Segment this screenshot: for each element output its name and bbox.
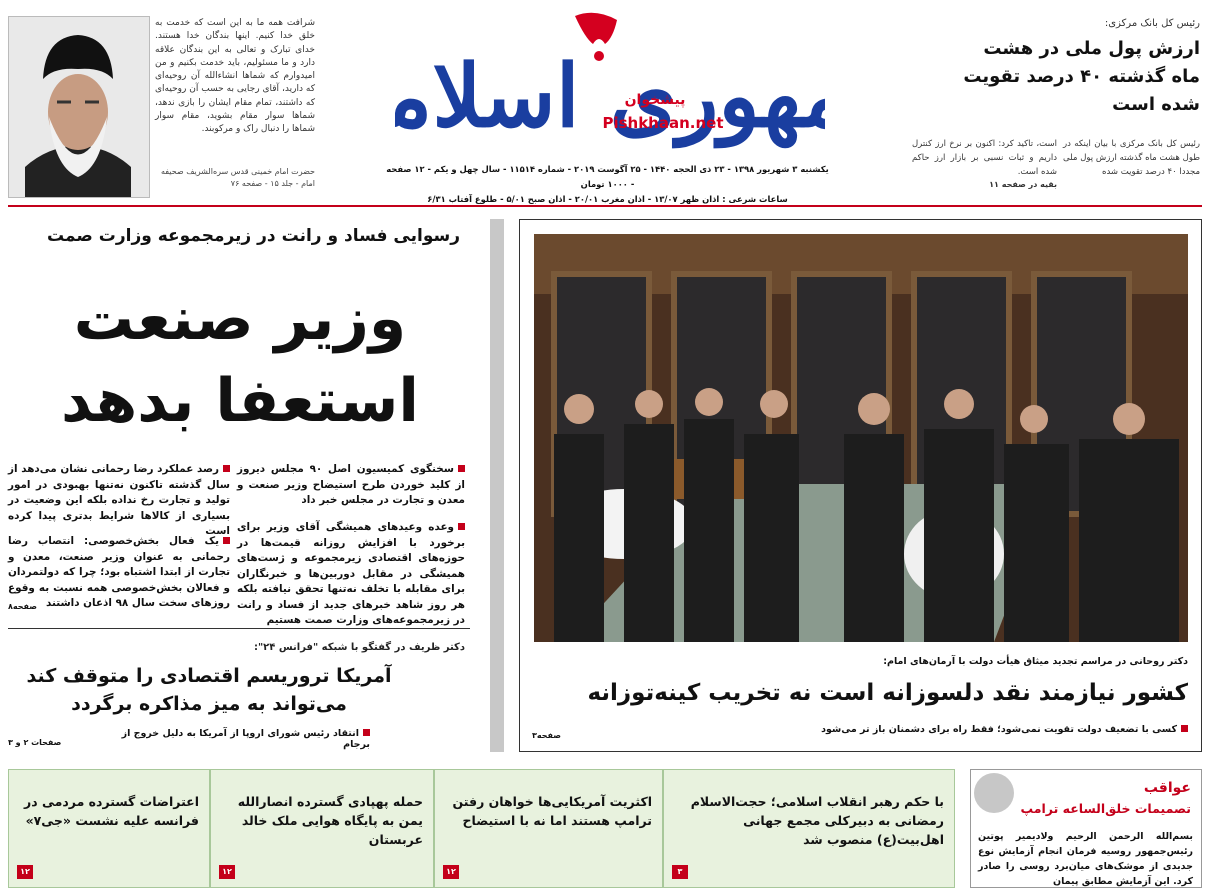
bottom-story[interactable] xyxy=(663,769,955,888)
photo-story-bullet: کسی با تضعیف دولت تقویت نمی‌شود؛ فقط راه برای دشمنان باز تر می‌شود xyxy=(560,724,1188,735)
bottom-story-headline: حمله پهپادی گسترده انصارالله یمن به پایگاه هوایی ملک خالد عربستان xyxy=(237,794,423,847)
bullet-square-icon xyxy=(458,465,465,472)
stamp-icon xyxy=(974,773,1014,813)
zarif-bullet: انتقاد رئیس شورای اروپا از آمریکا به دلیل خروج از برجام xyxy=(121,728,370,750)
top-right-headline: ارزش پول ملی در هشت ماه گذشته ۴۰ درصد تقویت شده است xyxy=(963,38,1200,115)
bottom-story-headline: با حکم رهبر انقلاب اسلامی؛ حجت‌الاسلام رمضانی به دبیرکلی مجمع جهانی اهل‌بیت(ع) منصوب شد xyxy=(690,794,944,847)
zarif-kicker: دکتر ظریف در گفتگو با شبکه "فرانس ۲۴": xyxy=(253,642,465,653)
bottom-story-headline: اعتراضات گسترده مردمی در فرانسه علیه نشست «جی۷» xyxy=(24,794,199,828)
bottom-story[interactable] xyxy=(210,769,434,888)
newspaper-logo xyxy=(395,8,825,158)
lead-bullets xyxy=(8,460,473,626)
photo-story-page-ref[interactable]: صفحه۳ xyxy=(532,731,561,740)
bottom-story-page: ۱۲ xyxy=(219,865,235,879)
dateline xyxy=(385,162,830,207)
imam-portrait xyxy=(8,16,150,198)
top-right-body-2: است، تاکید کرد: اکنون بر نرخ ارز کنترل داریم و ثبات نسبی بر بازار ارز حاکم شده است. xyxy=(912,139,1057,177)
lead-bullet: یک فعال بخش‌خصوصی: انتصاب رضا رحمانی به عنوان وزیر صنعت، معدن و تجارت از ابتدا اشتباه بود؛ چرا که دولتمردان و فعالان بخش‌خصوصی همه نسبت به وقوع روزهای سخت سال ۹۸ اذعان داشتند xyxy=(8,535,230,609)
bottom-story-page: ۳ xyxy=(672,865,688,879)
top-right-continued[interactable]: بقیه در صفحه ۱۱ xyxy=(989,180,1057,189)
watermark: Pishkhaan.net xyxy=(602,114,724,132)
lead-bullet: رصد عملکرد رضا رحمانی نشان می‌دهد از سال گذشته تاکنون نه‌تنها بهبودی در امور تولید و تجارت رخ نداده بلکه این وضعیت در بسیاری از کالاها شرایط بدتری پیدا کرده است xyxy=(8,463,230,537)
lead-headline[interactable] xyxy=(20,278,460,442)
bottom-story-headline: اکثریت آمریکایی‌ها خواهان رفتن ترامپ هستند اما نه با استیضاح xyxy=(452,794,652,828)
zarif-page-ref[interactable]: صفحات ۲ و ۳ xyxy=(8,738,62,747)
bottom-story-page: ۱۲ xyxy=(443,865,459,879)
trump-box[interactable] xyxy=(970,769,1202,888)
lead-headline-line-2: استعفا بدهد xyxy=(61,366,419,436)
bullet-square-icon xyxy=(223,537,230,544)
logo-title: هوری اسلام xyxy=(395,46,803,147)
trump-box-title-1: عواقب xyxy=(1143,780,1191,796)
bottom-story[interactable] xyxy=(434,769,663,888)
bullet-square-icon xyxy=(1181,725,1188,732)
trump-box-body: بسم‌الله الرحمن الرحیم ولادیمیر پوتین رئیس‌جمهور روسیه فرمان انجام آزمایش نوع جدیدی از موشک‌های میان‌برد روسی را صادر کرد. این آزمایش مطابق پیمان xyxy=(978,831,1193,887)
lead-kicker: رسوایی فساد و رانت در زیرمجموعه وزارت صمت xyxy=(47,226,460,246)
bullet-square-icon xyxy=(223,465,230,472)
bullet-square-icon xyxy=(363,729,370,736)
ceremony-photo[interactable] xyxy=(534,234,1188,642)
lead-headline-line-1: وزیر صنعت xyxy=(73,284,407,354)
top-right-kicker: رئیس کل بانک مرکزی: xyxy=(1104,18,1200,29)
imam-quote-source: حضرت امام خمینی قدس سره‌الشریف صحیفه امام - جلد ۱۵ - صفحه ۷۶ xyxy=(160,167,315,188)
imam-quote-text: شرافت همه ما به این است که خدمت به خلق خدا کنیم. اینها بندگان خدا هستند. خدای تبارک و تعالی به این بندگان علاقه دارد و ما مسئولیم، باید خدمت بکنیم و من امیدوارم که شماها انشاءالله آن روحیه‌ای که دارید، آقای رجایی به حسب آن روحیه‌ای که داشتند، تمام مقام ایشان را بازی ندهد، شماها سوار مقام بشوید، مقام سوار شماها را دنبال راک و مرکوبند. xyxy=(155,18,315,135)
masthead-divider xyxy=(8,205,1202,207)
bottom-story[interactable] xyxy=(8,769,210,888)
bullet-square-icon xyxy=(458,523,465,530)
watermark-fa: پیشخوان xyxy=(624,92,686,108)
section-divider xyxy=(8,628,470,629)
lead-page-ref[interactable]: صفحه۸ xyxy=(8,602,37,611)
dateline-prayer-times: ساعات شرعی : اذان ظهر ۱۳/۰۷ - اذان مغرب ۲۰/۰۱ - اذان صبح ۵/۰۱ - طلوع آفتاب ۶/۳۱ xyxy=(427,194,788,204)
column-separator xyxy=(490,219,504,752)
lead-bullet: سخنگوی کمیسیون اصل ۹۰ مجلس دیروز از کلید خوردن طرح استیضاح وزیر صنعت و معدن و تجارت در مجلس خبر داد xyxy=(237,463,465,506)
lead-bullet: وعده وعیدهای همیشگی آقای وزیر برای برخورد با افزایش روزانه قیمت‌ها در حوزه‌های اقتصادی زیرمجموعه و ژست‌های همیشگی در مقابل دوربین‌ها و خبرنگاران برای مقابله با تخلف نه‌تنها تحقق نیافته بلکه هر روز شاهد خبرهای جدید از فساد و رانت در زیرمجموعه‌های وزارت صمت هستیم xyxy=(237,521,465,626)
top-right-story[interactable] xyxy=(955,18,1200,119)
trump-box-title-2: تصمیمات خلق‌الساعه ترامپ xyxy=(1020,801,1191,816)
top-right-body-1: رئیس کل بانک مرکزی با بیان اینکه در طول هشت ماه گذشته ارزش پول ملی مجددا ۴۰ درصد تقویت شده xyxy=(1063,139,1200,177)
photo-story-headline[interactable]: کشور نیازمند نقد دلسوزانه است نه تخریب کینه‌توزانه xyxy=(587,680,1188,706)
zarif-headline[interactable]: آمریکا تروریسم اقتصادی را متوقف کند می‌تواند به میز مذاکره برگردد xyxy=(26,665,392,715)
bottom-story-page: ۱۲ xyxy=(17,865,33,879)
dateline-issue: یکشنبه ۳ شهریور ۱۳۹۸ - ۲۳ ذی الحجه ۱۴۴۰ - ۲۵ آگوست ۲۰۱۹ - شماره ۱۱۵۱۴ - سال چهل و یکم - ۱۲ صفحه - ۱۰۰۰ تومان xyxy=(386,164,829,189)
photo-story-kicker: دکتر روحانی در مراسم تجدید میثاق هیأت دولت با آرمان‌های امام: xyxy=(883,656,1188,667)
